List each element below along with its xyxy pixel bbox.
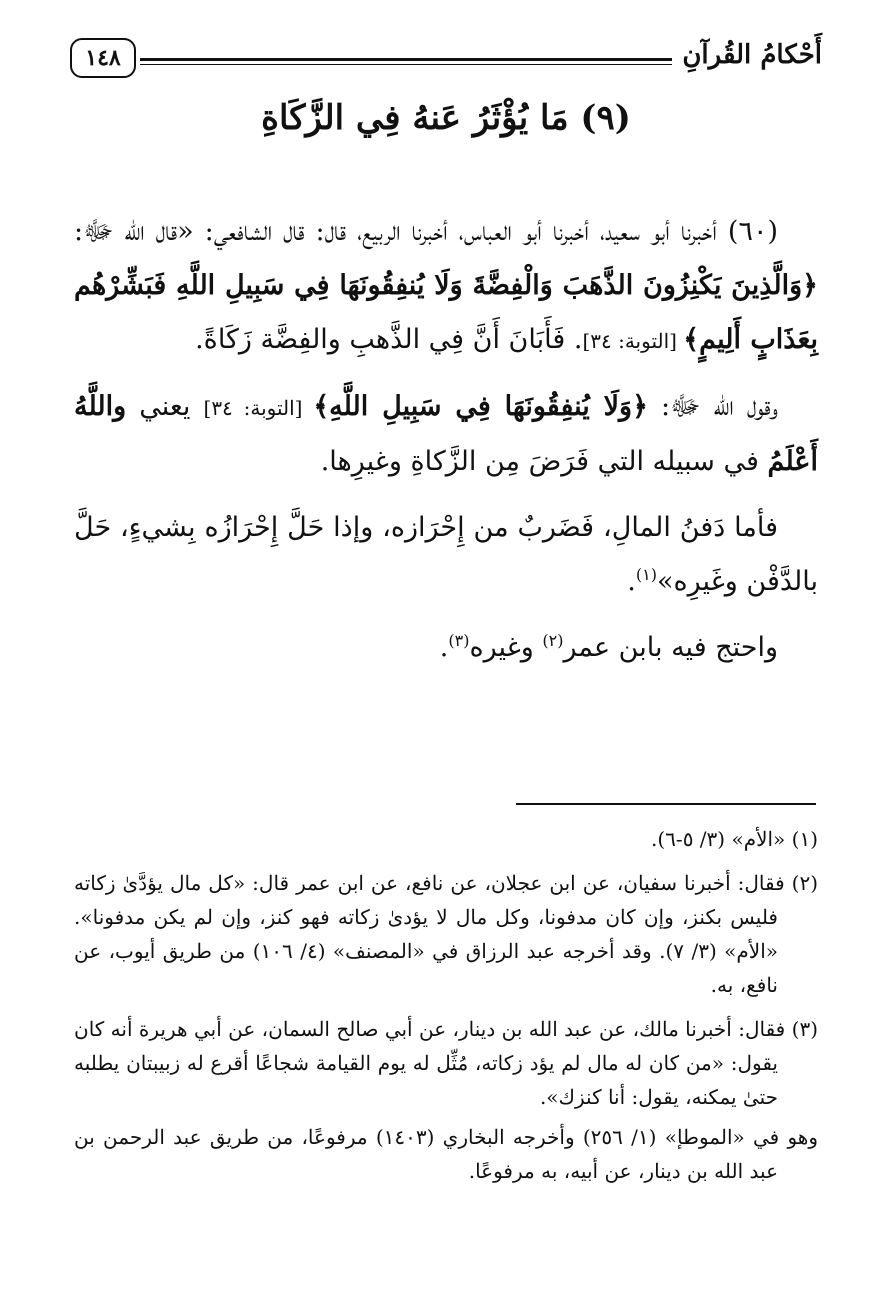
p2-mid: يعني — [126, 391, 204, 422]
footnote-2: (٢) فقال: أخبرنا سفيان، عن ابن عجلان، عن نافع، عن ابن عمر قال: «كل مال يؤدَّىٰ زكاته فليس بكنز، وإن كان مدفونا، وكل مال لا يؤدىٰ زكاته فهو كنز، وإن لم يكن مدفونا». «الأم» (٣/ ٧). وقد أخرجه عبد الرزاق في «المصنف» (٤/ ١٠٦) من طريق أيوب، عن نافع، به. — [74, 871, 818, 997]
footnote-marker[interactable]: (١) — [635, 565, 657, 584]
footnote-marker[interactable]: (٣) — [448, 631, 470, 650]
page-number: ١٤٨ — [70, 38, 136, 78]
footnote-separator — [516, 803, 816, 805]
footnote-3: (٣) فقال: أخبرنا مالك، عن عبد الله بن دينار، عن أبي صالح السمان، عن أبي هريرة أنه كان يقول: «من كان له مال لم يؤد زكاته، مُثِّل له يوم القيامة شجاعًا أقرع له زبيبتان يطلبه حتىٰ يمكنه، يقول: أنا كنزك». — [74, 1017, 818, 1109]
p4-text-a: واحتج فيه بابن عمر — [563, 632, 778, 663]
paragraph-2 — [74, 380, 818, 489]
p3-text: فأما دَفنُ المالِ، فَضَربٌ من إِحْرَازه، وإذا حَلَّ إِحْرَازُه بِشيءٍ، حَلَّ بالدَّفْن وغَيرِه» — [74, 512, 818, 597]
footnote-1: (١) «الأم» (٣/ ٥-٦). — [651, 827, 818, 851]
p1-rest: . فَأَبَانَ أَنَّ فِي الذَّهبِ والفِضَّة زَكَاةً. — [195, 324, 583, 355]
paragraph-1 — [74, 205, 818, 368]
running-header — [70, 38, 822, 82]
footnotes — [74, 822, 818, 1188]
p2-rest: في سبيله التي فَرَضَ مِن الزَّكاةِ وغيرِها. — [320, 446, 768, 477]
book-title: أَحْكامُ القُرآنِ — [682, 40, 822, 70]
p4-end: . — [439, 632, 449, 663]
footnote-marker[interactable]: (٢) — [542, 631, 564, 650]
verse-reference: [التوبة: ٣٤] — [203, 396, 314, 420]
quran-verse: ﴿وَلَا يُنفِقُونَهَا فِي سَبِيلِ اللَّهِ﴾ — [313, 391, 648, 422]
p2-intro: وقول الله ﷻ: — [647, 391, 778, 422]
p2-bold-phrase: واللَّهُ أَعْلَمُ — [74, 391, 818, 477]
header-rule — [140, 58, 672, 65]
paragraph-3 — [74, 501, 818, 609]
p4-text-b: وغيره — [469, 632, 543, 663]
footnote-3-continued: وهو في «الموطإ» (١/ ٢٥٦) وأخرجه البخاري (١٤٠٣) مرفوعًا، من طريق عبد الرحمن بن عبد الله بن دينار، عن أبيه، به مرفوعًا. — [74, 1125, 818, 1183]
section-heading: (٩) مَا يُؤْثَرُ عَنهُ فِي الزَّكَاةِ — [261, 98, 631, 138]
main-text — [74, 205, 818, 687]
verse-reference: [التوبة: ٣٤] — [582, 329, 684, 353]
paragraph-4 — [74, 621, 818, 675]
p1-intro: (٦٠) أخبرنا أبو سعيد، أخبرنا أبو العباس، أخبرنا الربيع، قال: قال الشافعي: «قال الله ﷻ: — [74, 216, 778, 247]
quran-verse: ﴿وَالَّذِينَ يَكْنِزُونَ الذَّهَبَ وَالْفِضَّةَ وَلَا يُنفِقُونَهَا فِي سَبِيلِ اللَّهِ فَبَشِّرْهُم بِعَذَابٍ أَلِيمٍ﴾ — [74, 270, 818, 355]
p3-end: . — [627, 566, 636, 597]
